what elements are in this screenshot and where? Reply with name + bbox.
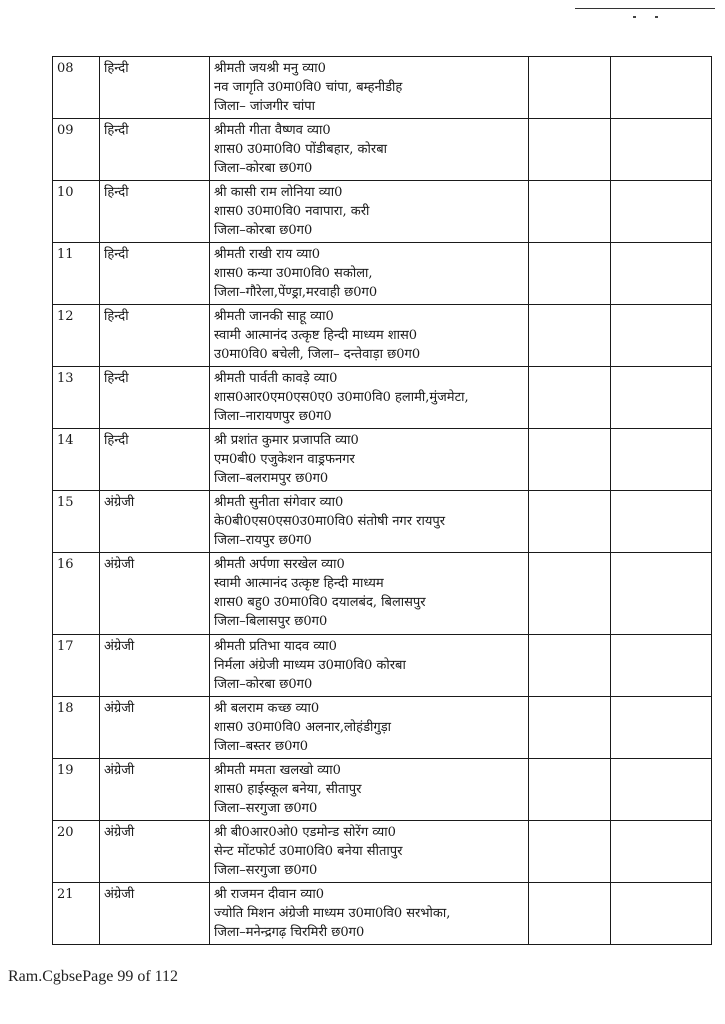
empty-cell <box>529 367 611 429</box>
teacher-list-body <box>53 57 712 945</box>
empty-cell <box>611 367 712 429</box>
teacher-detail-line: जिला–बस्तर छ0ग0 <box>214 739 309 754</box>
empty-cell <box>529 305 611 367</box>
teacher-details-cell <box>210 491 529 553</box>
teacher-details-cell <box>210 635 529 697</box>
teacher-details-cell <box>210 367 529 429</box>
empty-cell <box>529 491 611 553</box>
teacher-detail-line: श्री कासी राम लोनिया व्या0 <box>214 185 343 200</box>
teacher-details-cell <box>210 429 529 491</box>
teacher-details-cell <box>210 553 529 635</box>
table-row <box>53 367 712 429</box>
teacher-detail-line: जिला–कोरबा छ0ग0 <box>214 223 313 238</box>
teacher-detail-line: जिला–नारायणपुर छ0ग0 <box>214 409 332 424</box>
teacher-detail-line: श्रीमती जानकी साहू व्या0 <box>214 309 334 324</box>
empty-cell <box>611 119 712 181</box>
serial-number-cell: 10 <box>53 181 100 243</box>
teacher-detail-line: शास0 उ0मा0वि0 अलनार,लोहंडीगुड़ा <box>214 720 392 735</box>
serial-number-cell: 16 <box>53 553 100 635</box>
teacher-detail-line: जिला–सरगुजा छ0ग0 <box>214 801 318 816</box>
serial-number-cell: 09 <box>53 119 100 181</box>
subject-cell: अंग्रेजी <box>100 759 210 821</box>
teacher-list-table <box>52 56 712 945</box>
empty-cell <box>529 119 611 181</box>
serial-number-cell: 18 <box>53 697 100 759</box>
teacher-detail-line: शास0 कन्या उ0मा0वि0 सकोला, <box>214 266 373 281</box>
subject-cell: हिन्दी <box>100 305 210 367</box>
table-row <box>53 553 712 635</box>
teacher-details-cell <box>210 181 529 243</box>
teacher-detail-line: श्री बी0आर0ओ0 एडमोन्ड सोरेंग व्या0 <box>214 825 396 840</box>
teacher-detail-line: जिला–मनेन्द्रगढ़ चिरमिरी छ0ग0 <box>214 925 365 940</box>
teacher-detail-line: शास0 हाईस्कूल बनेया, सीतापुर <box>214 782 362 797</box>
serial-number-cell: 11 <box>53 243 100 305</box>
teacher-detail-line: स्वामी आत्मानंद उत्कृष्ट हिन्दी माध्यम शास0 <box>214 328 418 343</box>
teacher-detail-line: जिला–कोरबा छ0ग0 <box>214 161 313 176</box>
teacher-detail-line: श्रीमती पार्वती कावड़े व्या0 <box>214 371 338 386</box>
teacher-detail-line: जिला–कोरबा छ0ग0 <box>214 677 313 692</box>
subject-cell: हिन्दी <box>100 367 210 429</box>
teacher-detail-line: ज्योति मिशन अंग्रेजी माध्यम उ0मा0वि0 सरभोका, <box>214 906 451 921</box>
empty-cell <box>611 883 712 945</box>
teacher-detail-line: शास0 उ0मा0वि0 पोंडीबहार, कोरबा <box>214 142 388 157</box>
serial-number-cell: 20 <box>53 821 100 883</box>
empty-cell <box>529 553 611 635</box>
subject-cell: हिन्दी <box>100 57 210 119</box>
empty-cell <box>529 57 611 119</box>
empty-cell <box>611 429 712 491</box>
empty-cell <box>529 821 611 883</box>
teacher-detail-line: जिला–बिलासपुर छ0ग0 <box>214 614 328 629</box>
teacher-detail-line: जिला–गौरेला,पेंण्ड्रा,मरवाही छ0ग0 <box>214 285 378 300</box>
teacher-detail-line: जिला– जांजगीर चांपा <box>214 99 315 114</box>
serial-number-cell: 08 <box>53 57 100 119</box>
subject-cell: अंग्रेजी <box>100 553 210 635</box>
teacher-detail-line: श्रीमती प्रतिभा यादव व्या0 <box>214 639 337 654</box>
teacher-detail-line: जिला–रायपुर छ0ग0 <box>214 533 312 548</box>
teacher-details-cell <box>210 119 529 181</box>
serial-number-cell: 12 <box>53 305 100 367</box>
empty-cell <box>611 305 712 367</box>
teacher-detail-line: सेन्ट मोंटफोर्ट उ0मा0वि0 बनेया सीतापुर <box>214 844 403 859</box>
teacher-detail-line: शास0 बहु0 उ0मा0वि0 दयालबंद, बिलासपुर <box>214 595 426 610</box>
subject-cell: हिन्दी <box>100 243 210 305</box>
empty-cell <box>611 491 712 553</box>
teacher-detail-line: श्रीमती गीता वैष्णव व्या0 <box>214 123 331 138</box>
scan-mark <box>633 16 636 18</box>
empty-cell <box>611 243 712 305</box>
scan-mark <box>655 16 658 18</box>
teacher-detail-line: श्रीमती ममता खलखो व्या0 <box>214 763 341 778</box>
teacher-details-cell <box>210 305 529 367</box>
table-row <box>53 491 712 553</box>
table-row <box>53 697 712 759</box>
subject-cell: हिन्दी <box>100 429 210 491</box>
teacher-details-cell <box>210 57 529 119</box>
table-row <box>53 119 712 181</box>
teacher-detail-line: श्री प्रशांत कुमार प्रजापति व्या0 <box>214 433 359 448</box>
empty-cell <box>529 429 611 491</box>
teacher-detail-line: श्रीमती अर्पणा सरखेल व्या0 <box>214 557 345 572</box>
teacher-detail-line: श्री राजमन दीवान व्या0 <box>214 887 324 902</box>
teacher-detail-line: जिला–सरगुजा छ0ग0 <box>214 863 318 878</box>
empty-cell <box>529 243 611 305</box>
table-row <box>53 305 712 367</box>
teacher-detail-line: जिला–बलरामपुर छ0ग0 <box>214 471 329 486</box>
table-row <box>53 181 712 243</box>
teacher-detail-line: शास0 उ0मा0वि0 नवापारा, करी <box>214 204 370 219</box>
empty-cell <box>529 635 611 697</box>
serial-number-cell: 19 <box>53 759 100 821</box>
teacher-detail-line: उ0मा0वि0 बचेली, जिला– दन्तेवाड़ा छ0ग0 <box>214 347 421 362</box>
subject-cell: अंग्रेजी <box>100 697 210 759</box>
teacher-details-cell <box>210 243 529 305</box>
teacher-detail-line: नव जागृति उ0मा0वि0 चांपा, बम्हनीडीह <box>214 80 403 95</box>
subject-cell: अंग्रेजी <box>100 883 210 945</box>
serial-number-cell: 21 <box>53 883 100 945</box>
teacher-detail-line: श्री बलराम कच्छ व्या0 <box>214 701 320 716</box>
top-rule <box>575 8 715 9</box>
teacher-details-cell <box>210 821 529 883</box>
empty-cell <box>611 821 712 883</box>
empty-cell <box>611 635 712 697</box>
teacher-detail-line: एम0बी0 एजुकेशन वाड्रफनगर <box>214 452 355 467</box>
teacher-detail-line: श्रीमती जयश्री मनु व्या0 <box>214 61 326 76</box>
empty-cell <box>529 697 611 759</box>
teacher-detail-line: शास0आर0एम0एस0ए0 उ0मा0वि0 हलामी,मुंजमेटा, <box>214 390 469 405</box>
table-row <box>53 429 712 491</box>
empty-cell <box>529 759 611 821</box>
empty-cell <box>611 181 712 243</box>
teacher-detail-line: श्रीमती सुनीता संगेवार व्या0 <box>214 495 344 510</box>
teacher-details-cell <box>210 697 529 759</box>
table-row <box>53 883 712 945</box>
subject-cell: अंग्रेजी <box>100 821 210 883</box>
teacher-detail-line: श्रीमती राखी राय व्या0 <box>214 247 321 262</box>
teacher-details-cell <box>210 883 529 945</box>
page-footer: Ram.CgbsePage 99 of 112 <box>8 968 179 985</box>
table-row <box>53 635 712 697</box>
empty-cell <box>611 759 712 821</box>
empty-cell <box>529 883 611 945</box>
table-row <box>53 821 712 883</box>
subject-cell: अंग्रेजी <box>100 635 210 697</box>
serial-number-cell: 13 <box>53 367 100 429</box>
serial-number-cell: 17 <box>53 635 100 697</box>
empty-cell <box>611 57 712 119</box>
subject-cell: अंग्रेजी <box>100 491 210 553</box>
empty-cell <box>611 553 712 635</box>
teacher-detail-line: के0बी0एस0एस0उ0मा0वि0 संतोषी नगर रायपुर <box>214 514 446 529</box>
teacher-detail-line: निर्मला अंग्रेजी माध्यम उ0मा0वि0 कोरबा <box>214 658 406 673</box>
empty-cell <box>611 697 712 759</box>
subject-cell: हिन्दी <box>100 181 210 243</box>
serial-number-cell: 15 <box>53 491 100 553</box>
table-row <box>53 759 712 821</box>
subject-cell: हिन्दी <box>100 119 210 181</box>
empty-cell <box>529 181 611 243</box>
serial-number-cell: 14 <box>53 429 100 491</box>
teacher-detail-line: स्वामी आत्मानंद उत्कृष्ट हिन्दी माध्यम <box>214 576 384 591</box>
table-row <box>53 57 712 119</box>
teacher-details-cell <box>210 759 529 821</box>
table-row <box>53 243 712 305</box>
